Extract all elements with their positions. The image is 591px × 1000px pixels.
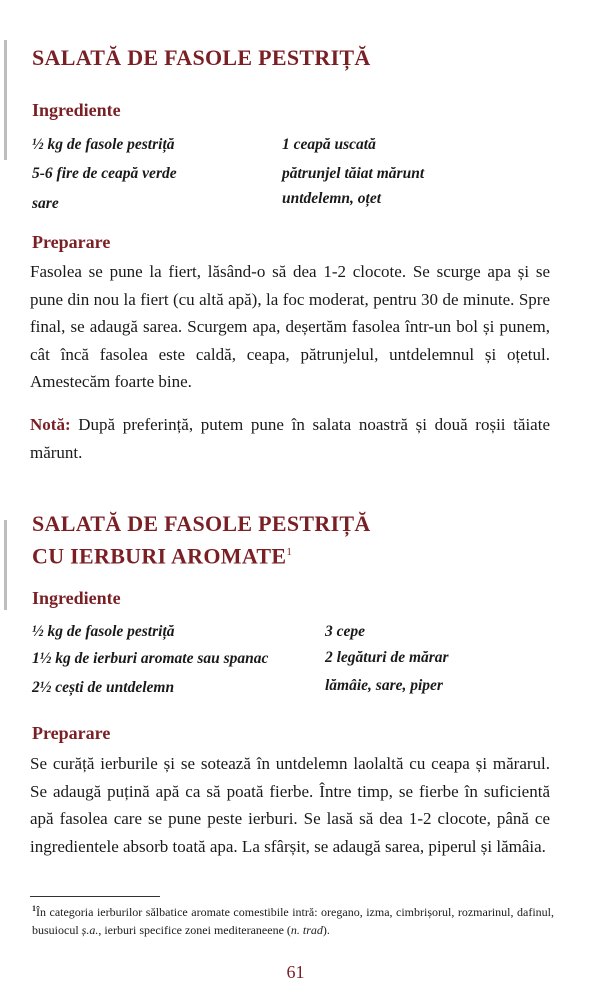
recipe1-ingredient: 5-6 fire de ceapă verde	[32, 165, 177, 182]
recipe2-preparation-heading: Preparare	[32, 723, 111, 743]
footnote-text: În categoria ierburilor sălbatice aromate comestibile intră: oregano, izma, cimbrișorul, rozmarinul, dafinul, busuiocul	[32, 905, 554, 937]
recipe1-title: SALATĂ DE FASOLE PESTRIȚĂ	[32, 45, 371, 70]
note-text: După preferință, putem pune în salata noastră și două roșii tăiate mărunt.	[30, 415, 551, 462]
footnote-text: ).	[322, 923, 330, 937]
page-edge-mark	[4, 40, 7, 160]
page-edge-mark	[4, 520, 7, 610]
recipe1-ingredient: 1 ceapă uscată	[282, 136, 376, 153]
recipe1-ingredient: pătrunjel tăiat mărunt	[282, 165, 425, 182]
recipe1-preparation-heading: Preparare	[32, 232, 111, 252]
recipe2-title-line1: SALATĂ DE FASOLE PESTRIȚĂ	[32, 511, 371, 536]
note-label: Notă:	[30, 415, 71, 434]
footnote-trad: n. trad	[290, 923, 323, 937]
footnote-marker: 1	[286, 546, 293, 558]
recipe2-ingredient: 1½ kg de ierburi aromate sau spanac	[32, 650, 269, 667]
recipe2-title	[32, 510, 371, 570]
recipe1-ingredient: ½ kg de fasole pestriță	[32, 136, 175, 153]
footnote-number: 1	[32, 904, 36, 913]
footnote	[32, 900, 554, 939]
footnote-text: , ierburi specifice zonei mediteraneene (	[98, 923, 291, 937]
recipe2-ingredient: 2 legături de mărar	[325, 649, 449, 666]
footnote-divider	[30, 896, 160, 897]
recipe1-ingredient: untdelemn, oțet	[282, 190, 382, 207]
recipe2-ingredients-heading: Ingrediente	[32, 588, 121, 608]
recipe2-title-line2: CU IERBURI AROMATE	[32, 543, 287, 569]
recipe2-preparation-text: Se curăță ierburile și se sotează în untdelemn laolaltă cu ceapa și mărarul. Se adaugă puțină apă ca să poată fierbe. Între timp, se fierbe în suficientă apă fasolea care se pune peste ierburi. Se lasă să dea 1-2 clocote, până ce ingredientele absorb toată apa. La sfârșit, se adaugă sarea, piperul și lămâia.	[30, 754, 550, 856]
page-number: 61	[286, 962, 305, 982]
recipe2-ingredient: ½ kg de fasole pestriță	[32, 623, 175, 640]
recipe2-ingredient: 2½ cești de untdelemn	[32, 679, 175, 696]
footnote-abbr: ș.a.	[81, 923, 99, 937]
recipe1-note	[30, 411, 550, 466]
recipe2-ingredient: 3 cepe	[325, 623, 366, 640]
recipe1-ingredients-heading: Ingrediente	[32, 100, 121, 120]
recipe1-preparation-text: Fasolea se pune la fiert, lăsând-o să dea 1-2 clocote. Se scurge apa și se pune din nou la fiert (cu altă apă), la foc moderat, pentru 30 de minute. Spre final, se adaugă sarea. Scurgem apa, deșertăm fasolea într-un bol și punem, cât încă fasolea este caldă, ceapa, pătrunjelul, untdelemnul și oțetul. Amestecăm foarte bine.	[30, 262, 550, 391]
recipe2-ingredient: lămâie, sare, piper	[325, 677, 443, 694]
recipe1-ingredient: sare	[32, 195, 59, 212]
